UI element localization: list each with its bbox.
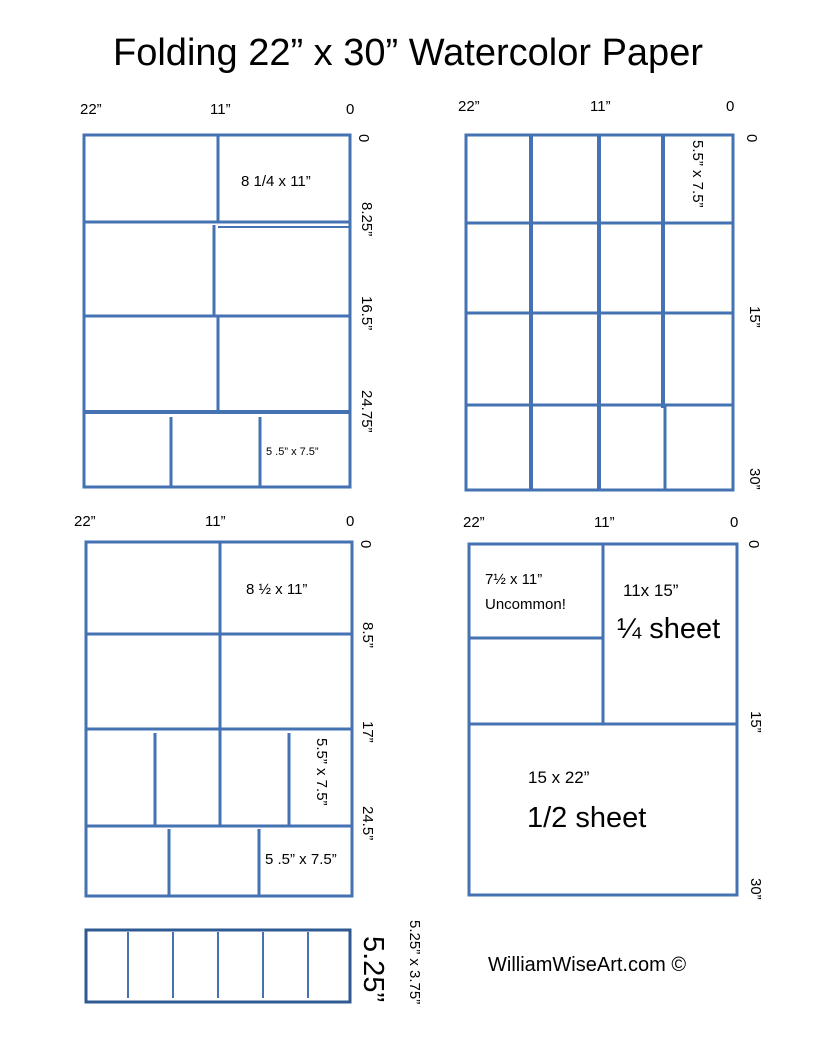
axis-label: 30” [746,468,763,490]
axis-label: 11” [594,514,615,531]
axis-label: 11” [205,513,226,530]
axis-label: 0 [355,134,372,143]
cell-size-label: 5 .5” x 7.5” [266,446,319,458]
cell-size-label: 15 x 22” [528,768,590,787]
axis-label: 15” [746,306,763,328]
axis-label: 0 [730,514,739,531]
axis-label: 8.5” [359,622,376,648]
axis-label: 11” [210,101,231,118]
axis-label: 17” [359,721,376,743]
cell-size-label: 11x 15” [623,581,679,600]
axis-label: 22” [463,514,485,531]
strip-size-label: 5.25” x 3.75” [406,920,423,1005]
page-title: Folding 22” x 30” Watercolor Paper [113,32,703,74]
axis-label: 30” [747,878,764,900]
axis-label: 22” [80,101,102,118]
axis-label: 22” [74,513,96,530]
axis-label: 16.5” [358,296,375,331]
cell-name-label: 1/2 sheet [527,802,647,834]
axis-label: 0 [745,540,762,549]
axis-label: 0 [346,513,355,530]
axis-label: 0 [743,134,760,143]
cell-size-label: 5.5” x 7.5” [689,140,706,208]
axis-label: 15” [747,711,764,733]
cell-size-label: 5.5” x 7.5” [313,738,330,806]
strip-height-label: 5.25” [357,936,389,1003]
axis-label: 24.5” [359,806,376,841]
cell-size-label: 7½ x 11” [485,571,543,588]
cell-size-label: 8 1/4 x 11” [241,173,311,190]
axis-label: 22” [458,98,480,115]
strip-diagram [86,930,350,1002]
footer-credit: WilliamWiseArt.com © [488,954,687,976]
cell-size-label: 5 .5” x 7.5” [265,851,337,868]
axis-label: 0 [726,98,735,115]
cell-size-label: 8 ½ x 11” [246,581,308,598]
panel-3-diagram [86,542,352,896]
axis-label: 0 [357,540,374,549]
cell-note-label: Uncommon! [485,596,566,613]
axis-label: 24.75” [358,390,375,433]
axis-label: 11” [590,98,611,115]
axis-label: 8.25” [358,202,375,237]
axis-label: 0 [346,101,355,118]
cell-name-label: ¼ sheet [617,613,721,645]
